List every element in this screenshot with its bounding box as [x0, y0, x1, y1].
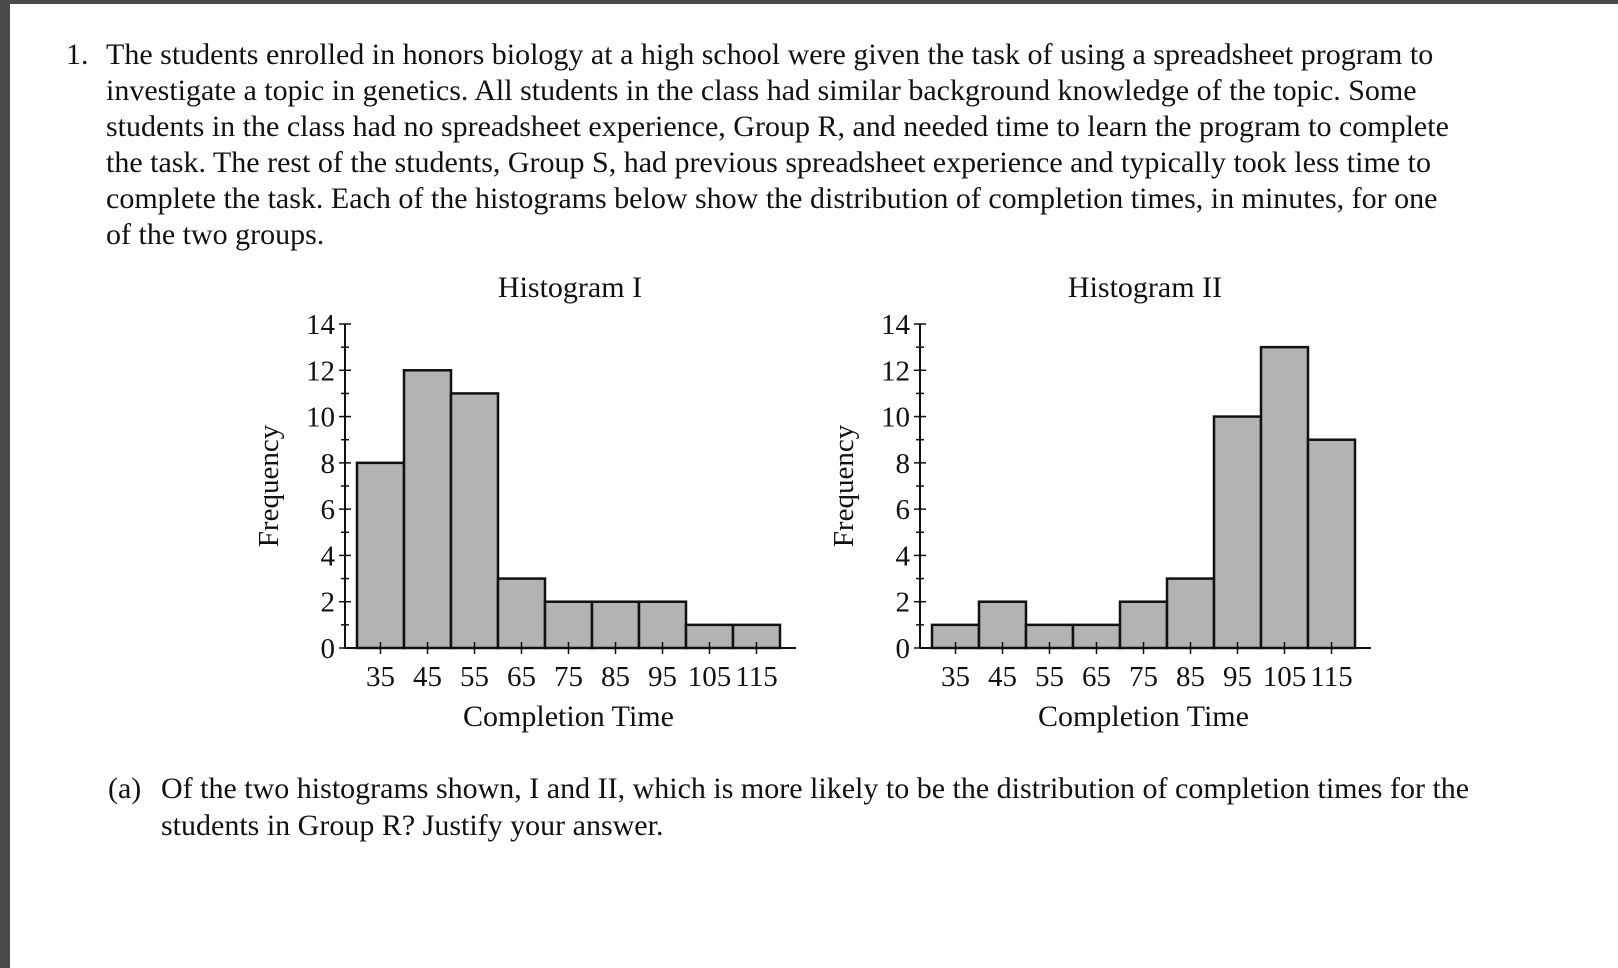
part-a-question [161, 770, 1469, 844]
stem-line: of the two groups. [106, 218, 325, 251]
document-page [10, 4, 1618, 968]
bar-45 [979, 602, 1026, 648]
bar-95 [1214, 417, 1261, 648]
y-tick-label: 8 [895, 447, 910, 480]
bar-75 [1120, 602, 1167, 648]
x-tick-label: 105 [1262, 661, 1307, 693]
y-tick-label: 10 [881, 401, 910, 434]
x-tick-label: 105 [687, 661, 732, 693]
y-tick-label: 14 [881, 309, 910, 341]
y-tick-label: 4 [320, 540, 335, 573]
y-tick-label: 14 [306, 309, 335, 341]
y-tick-label: 2 [895, 586, 910, 619]
y-tick-label: 6 [895, 494, 910, 527]
x-tick-label: 115 [735, 661, 778, 693]
y-axis-label: Frequency [253, 424, 285, 548]
stem-line: the task. The rest of the students, Group S, had previous spreadsheet experience and typically took less time to [106, 146, 1431, 179]
question-number: 1. [66, 38, 89, 71]
bar-85 [592, 602, 639, 648]
x-tick-label: 95 [648, 661, 677, 693]
y-tick-label: 6 [320, 494, 335, 527]
y-tick-label: 12 [881, 355, 910, 388]
y-tick-label: 4 [895, 540, 910, 573]
x-tick-label: 35 [941, 661, 970, 693]
x-axis-label: Completion Time [1038, 700, 1249, 733]
y-tick-label: 8 [320, 447, 335, 480]
chart-title: Histogram II [1067, 271, 1223, 304]
x-tick-label: 85 [601, 661, 630, 693]
x-tick-label: 65 [1082, 661, 1111, 693]
bar-115 [1308, 440, 1355, 648]
x-tick-label: 55 [1035, 661, 1064, 693]
x-tick-label: 65 [507, 661, 536, 693]
bar-75 [545, 602, 592, 648]
y-tick-label: 2 [320, 586, 335, 619]
chart-title: Histogram I [497, 271, 643, 304]
part-a-line: students in Group R? Justify your answer. [161, 809, 664, 842]
histogram-2 [828, 271, 1371, 733]
stem-line: The students enrolled in honors biology at a high school were given the task of using a spreadsheet program to [106, 38, 1434, 71]
bar-65 [498, 579, 545, 648]
x-tick-label: 45 [988, 661, 1017, 693]
part-a-line: Of the two histograms shown, I and II, which is more likely to be the distribution of completion times for the [161, 772, 1470, 805]
stem-line: students in the class had no spreadsheet experience, Group R, and needed time to learn the program to complete [106, 110, 1449, 143]
bar-105 [1261, 347, 1308, 648]
y-axis-label: Frequency [828, 424, 860, 548]
stem-line: complete the task. Each of the histograms below show the distribution of completion times, in minutes, for one [106, 182, 1438, 215]
bar-85 [1167, 579, 1214, 648]
y-tick-label: 0 [320, 633, 335, 665]
x-tick-label: 95 [1223, 661, 1252, 693]
y-tick-label: 10 [306, 401, 335, 434]
bar-45 [404, 370, 451, 648]
x-tick-label: 115 [1310, 661, 1353, 693]
histogram-1 [253, 271, 796, 733]
bar-35 [357, 463, 404, 648]
x-tick-label: 75 [554, 661, 583, 693]
x-tick-label: 75 [1129, 661, 1158, 693]
x-tick-label: 35 [366, 661, 395, 693]
x-tick-label: 45 [413, 661, 442, 693]
y-tick-label: 12 [306, 355, 335, 388]
stem-line: investigate a topic in genetics. All students in the class had similar background knowledge of the topic. Some [106, 74, 1417, 107]
part-a-label: (a) [108, 772, 142, 805]
x-axis-label: Completion Time [463, 700, 674, 733]
y-tick-label: 0 [895, 633, 910, 665]
x-tick-label: 55 [460, 661, 489, 693]
x-tick-label: 85 [1176, 661, 1205, 693]
bar-95 [639, 602, 686, 648]
bar-55 [451, 393, 498, 648]
